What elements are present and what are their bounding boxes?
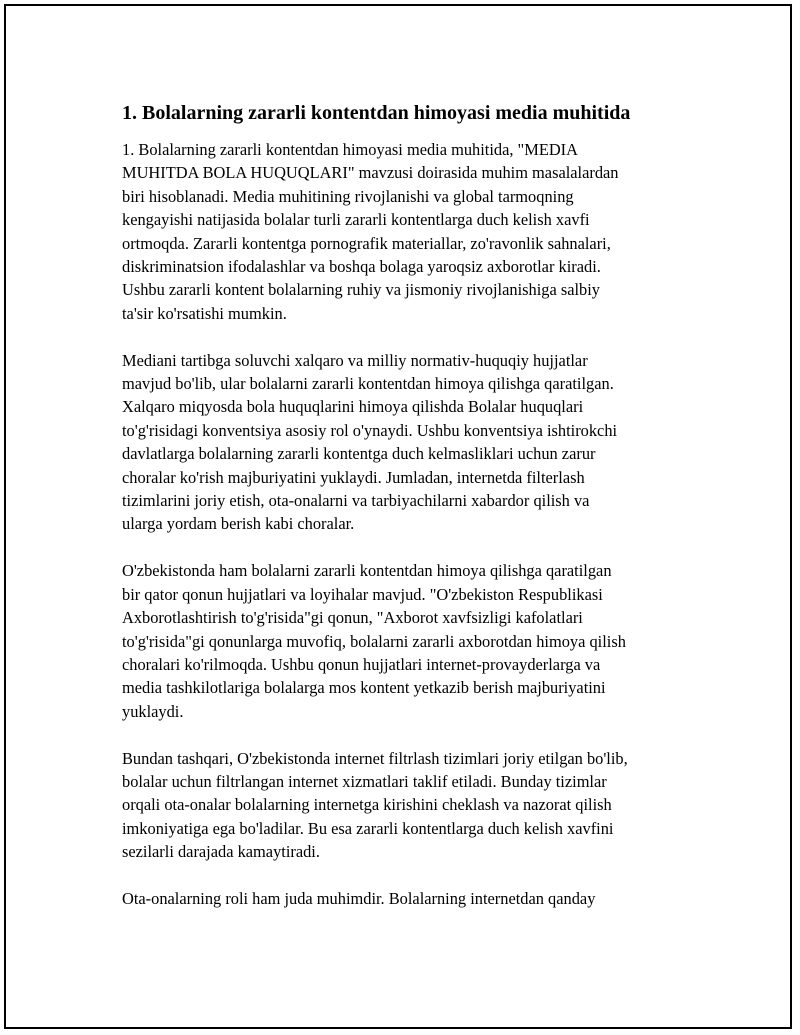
document-body	[122, 100, 702, 934]
page-frame	[4, 4, 792, 1029]
paragraph-1: 1. Bolalarning zararli kontentdan himoyasi media muhitida, "MEDIA MUHITDA BOLA HUQUQLARI" mavzusi doirasida muhim masalalardan biri hisoblanadi. Media muhitining rivojlanishi va global tarmoqning kengayishi natijasida bolalar turli zararli kontentlarga duch kelish xavfi ortmoqda. Zararli kontentga pornografik materiallar, zo'ravonlik sahnalari, diskriminatsion ifodalashlar va boshqa bolaga yaroqsiz axborotlar kiradi. Ushbu zararli kontent bolalarning ruhiy va jismoniy rivojlanishiga salbiy ta'sir ko'rsatishi mumkin.	[122, 140, 619, 323]
paragraph-2: Mediani tartibga soluvchi xalqaro va milliy normativ-huquqiy hujjatlar mavjud bo'lib, ular bolalarni zararli kontentdan himoya qilishga qaratilgan. Xalqaro miqyosda bola huquqlarini himoya qilishda Bolalar huquqlari to'g'risidagi konventsiya asosiy rol o'ynaydi. Ushbu konventsiya ishtirokchi davlatlarga bolalarning zararli kontentga duch kelmasliklari uchun zarur choralar ko'rish majburiyatini yuklaydi. Jumladan, internetda filterlash tizimlarini joriy etish, ota-onalarni va tarbiyachilarni xabardor qilish va ularga yordam berish kabi choralar.	[122, 350, 618, 534]
paragraph-3: O'zbekistonda ham bolalarni zararli kontentdan himoya qilishga qaratilgan bir qator qonun hujjatlari va loyihalar mavjud. "O'zbekiston Respublikasi Axborotlashtirish to'g'risida"gi qonun, "Axborot xavfsizligi kafolatlari to'g'risida"gi qonunlarga muvofiq, bolalarni zararli axborotdan himoya qilish choralari ko'rilmoqda. Ushbu qonun hujjatlari internet-provayderlarga va media tashkilotlariga bolalarga mos kontent yetkazib berish majburiyatini yuklaydi.	[122, 561, 626, 721]
paragraph-4: Bundan tashqari, O'zbekistonda internet filtrlash tizimlari joriy etilgan bo'lib, bolalar uchun filtrlangan internet xizmatlari taklif etiladi. Bunday tizimlar orqali ota-onalar bolalarning internetga kirishini cheklash va nazorat qilish imkoniyatiga ega bo'ladilar. Bu esa zararli kontentlarga duch kelish xavfini sezilarli darajada kamaytiradi.	[122, 748, 628, 862]
paragraph-5: Ota-onalarning roli ham juda muhimdir. Bolalarning internetdan qanday	[122, 888, 596, 908]
document-title: 1. Bolalarning zararli kontentdan himoyasi media muhitida	[122, 102, 631, 124]
